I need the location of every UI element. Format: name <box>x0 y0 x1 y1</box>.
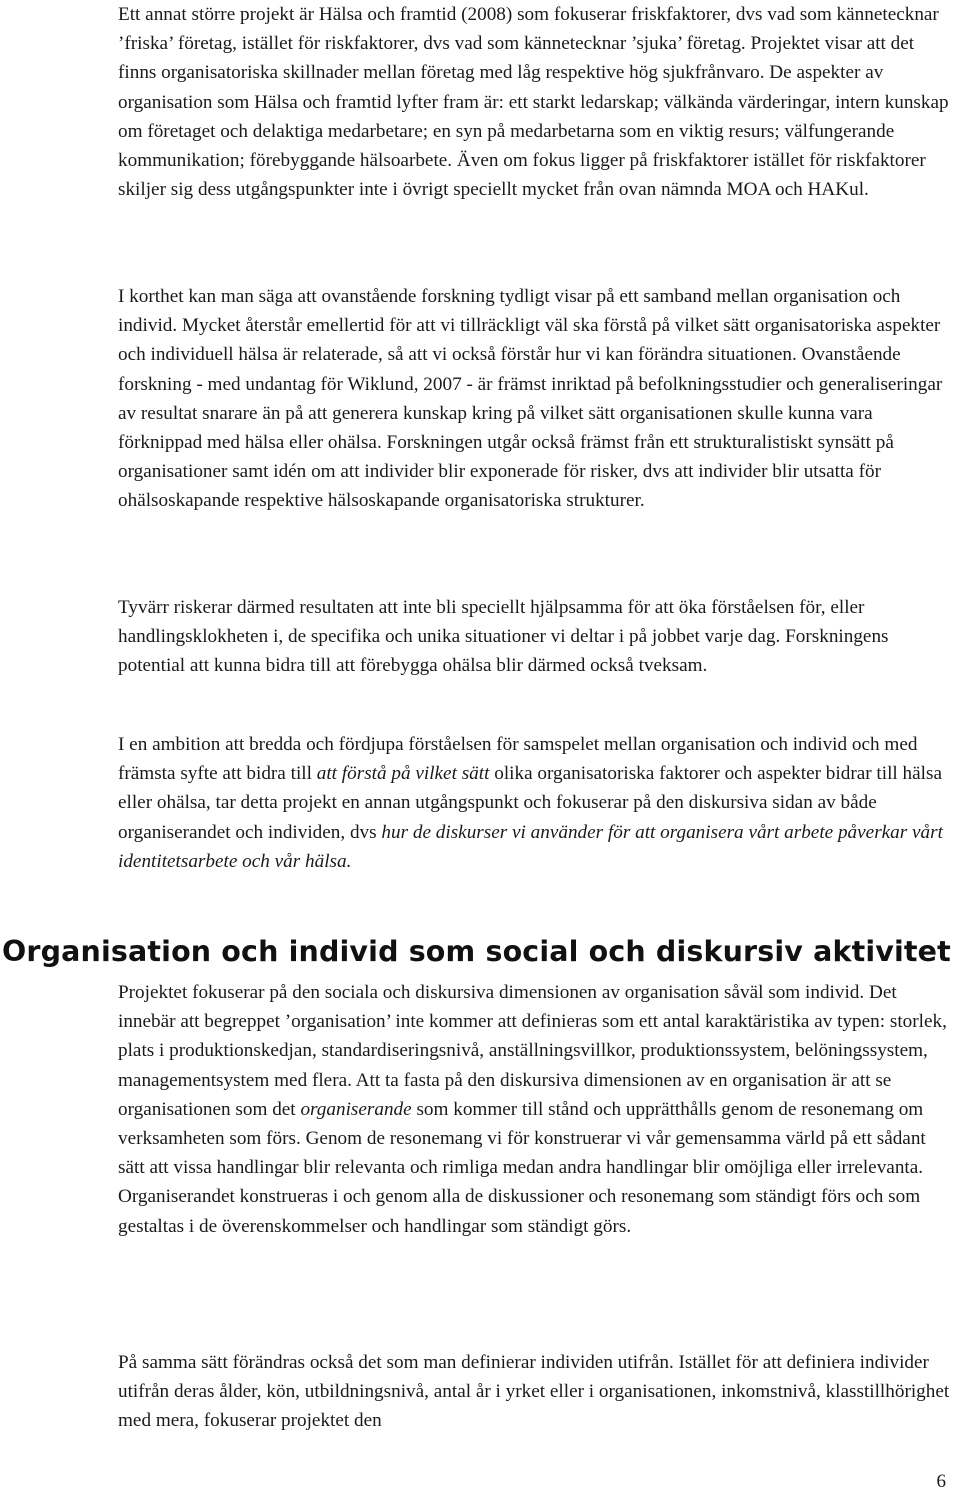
paragraph-samband-organisation-individ: I korthet kan man säga att ovanstående forskning tydligt visar på ett samband mellan organisation och individ. Mycket återstår emellertid för att vi tillräckligt väl ska förstå på vilket sätt organisatoriska aspekter och individuell hälsa är relaterade, så att vi också förstår hur vi kan förändra situationen. Ovanstående forskning - med undantag för Wiklund, 2007 - är främst inriktad på befolkningsstudier och generaliseringar av resultat snarare än på att generera kunskap kring på vilket sätt organisationen skulle kunna vara förknippad med hälsa eller ohälsa. Forskningen utgår också främst från ett strukturalistiskt synsätt på organisationer samt idén om att individer blir exponerade för risker, dvs att individer blir utsatta för ohälsoskapande respektive hälsoskapande organisatoriska strukturer. <box>118 286 943 512</box>
emphasis-text: hur de diskurser vi använder för att organisera vårt arbete påverkar vårt identitetsarbete och vår hälsa. <box>118 821 943 872</box>
paragraph-text: I en ambition att bredda och fördjupa förståelsen för samspelet mellan organisation och individ och med främsta syfte att bidra till <box>118 734 918 785</box>
paragraph-text: som kommer till stånd och upprätthålls genom de resonemang om verksamheten som förs. Genom de resonemang vi för konstruerar vi vår gemensamma värld på ett sådant sätt att vissa handlingar blir relevanta och rimliga medan andra handlingar blir omöjliga eller irrelevanta. Organiserandet konstrueras i och genom alla de diskussioner och resonemang som ständigt förs och som gestaltas i de överenskommelser och handlingar som ständigt görs. <box>118 1098 926 1237</box>
paragraph-definiera-individen: På samma sätt förändras också det som man definierar individen utifrån. Istället för att definiera individer utifrån deras ålder, kön, utbildningsnivå, antal år i yrket eller i organisationen, inkomstnivå, klasstillhörighet med mera, fokuserar projektet den <box>118 1352 950 1432</box>
paragraph-forskningens-potential: Tyvärr riskerar därmed resultaten att inte bli speciellt hjälpsamma för att öka förståelsen för, eller handlingsklokheten i, de specifika och unika situationer vi deltar i på jobbet varje dag. Forskningens potential att kunna bidra till att förebygga ohälsa blir därmed också tveksam. <box>118 597 889 677</box>
paragraph-text: olika organisatoriska faktorer och aspekter bidrar till hälsa eller ohälsa, tar detta projekt en annan utgångspunkt och fokuserar på den diskursiva sidan av både organiserandet och individen, dvs <box>118 763 942 843</box>
paragraph-projektets-ambition <box>118 730 954 876</box>
emphasis-text: organiserande <box>300 1098 412 1120</box>
paragraph-text: Projektet fokuserar på den sociala och diskursiva dimensionen av organisation såväl som individ. Det innebär att begreppet ’organisation’ inte kommer att definieras som ett antal karaktäristika av typen: storlek, plats i produktionskedjan, standardiseringsnivå, anställningsvillkor, produktionssystem, belöningssystem, managementsystem med flera. Att ta fasta på den diskursiva dimensionen av en organisation är att se organisationen som det <box>118 982 947 1120</box>
paragraph-social-och-diskursiv-dimension <box>118 978 954 1241</box>
emphasis-text: att förstå på vilket sätt <box>316 763 490 785</box>
section-heading: Organisation och individ som social och diskursiv aktivitet <box>2 935 951 968</box>
paragraph-halsa-och-framtid: Ett annat större projekt är Hälsa och framtid (2008) som fokuserar friskfaktorer, dvs vad som kännetecknar ’friska’ företag, istället för riskfaktorer, dvs vad som kännetecknar ’sjuka’ företag. Projektet visar att det finns organisatoriska skillnader mellan företag med låg respektive hög sjukfrånvaro. De aspekter av organisation som Hälsa och framtid lyfter fram är: ett starkt ledarskap; välkända värderingar, intern kunskap om företaget och delaktiga medarbetare; en syn på medarbetarna som en viktig resurs; välfungerande kommunikation; förebyggande hälsoarbete. Även om fokus ligger på friskfaktorer istället för riskfaktorer skiljer sig dess utgångspunkter inte i övrigt speciellt mycket från ovan nämnda MOA och HAKul. <box>118 4 949 201</box>
page-number: 6 <box>936 1471 946 1492</box>
